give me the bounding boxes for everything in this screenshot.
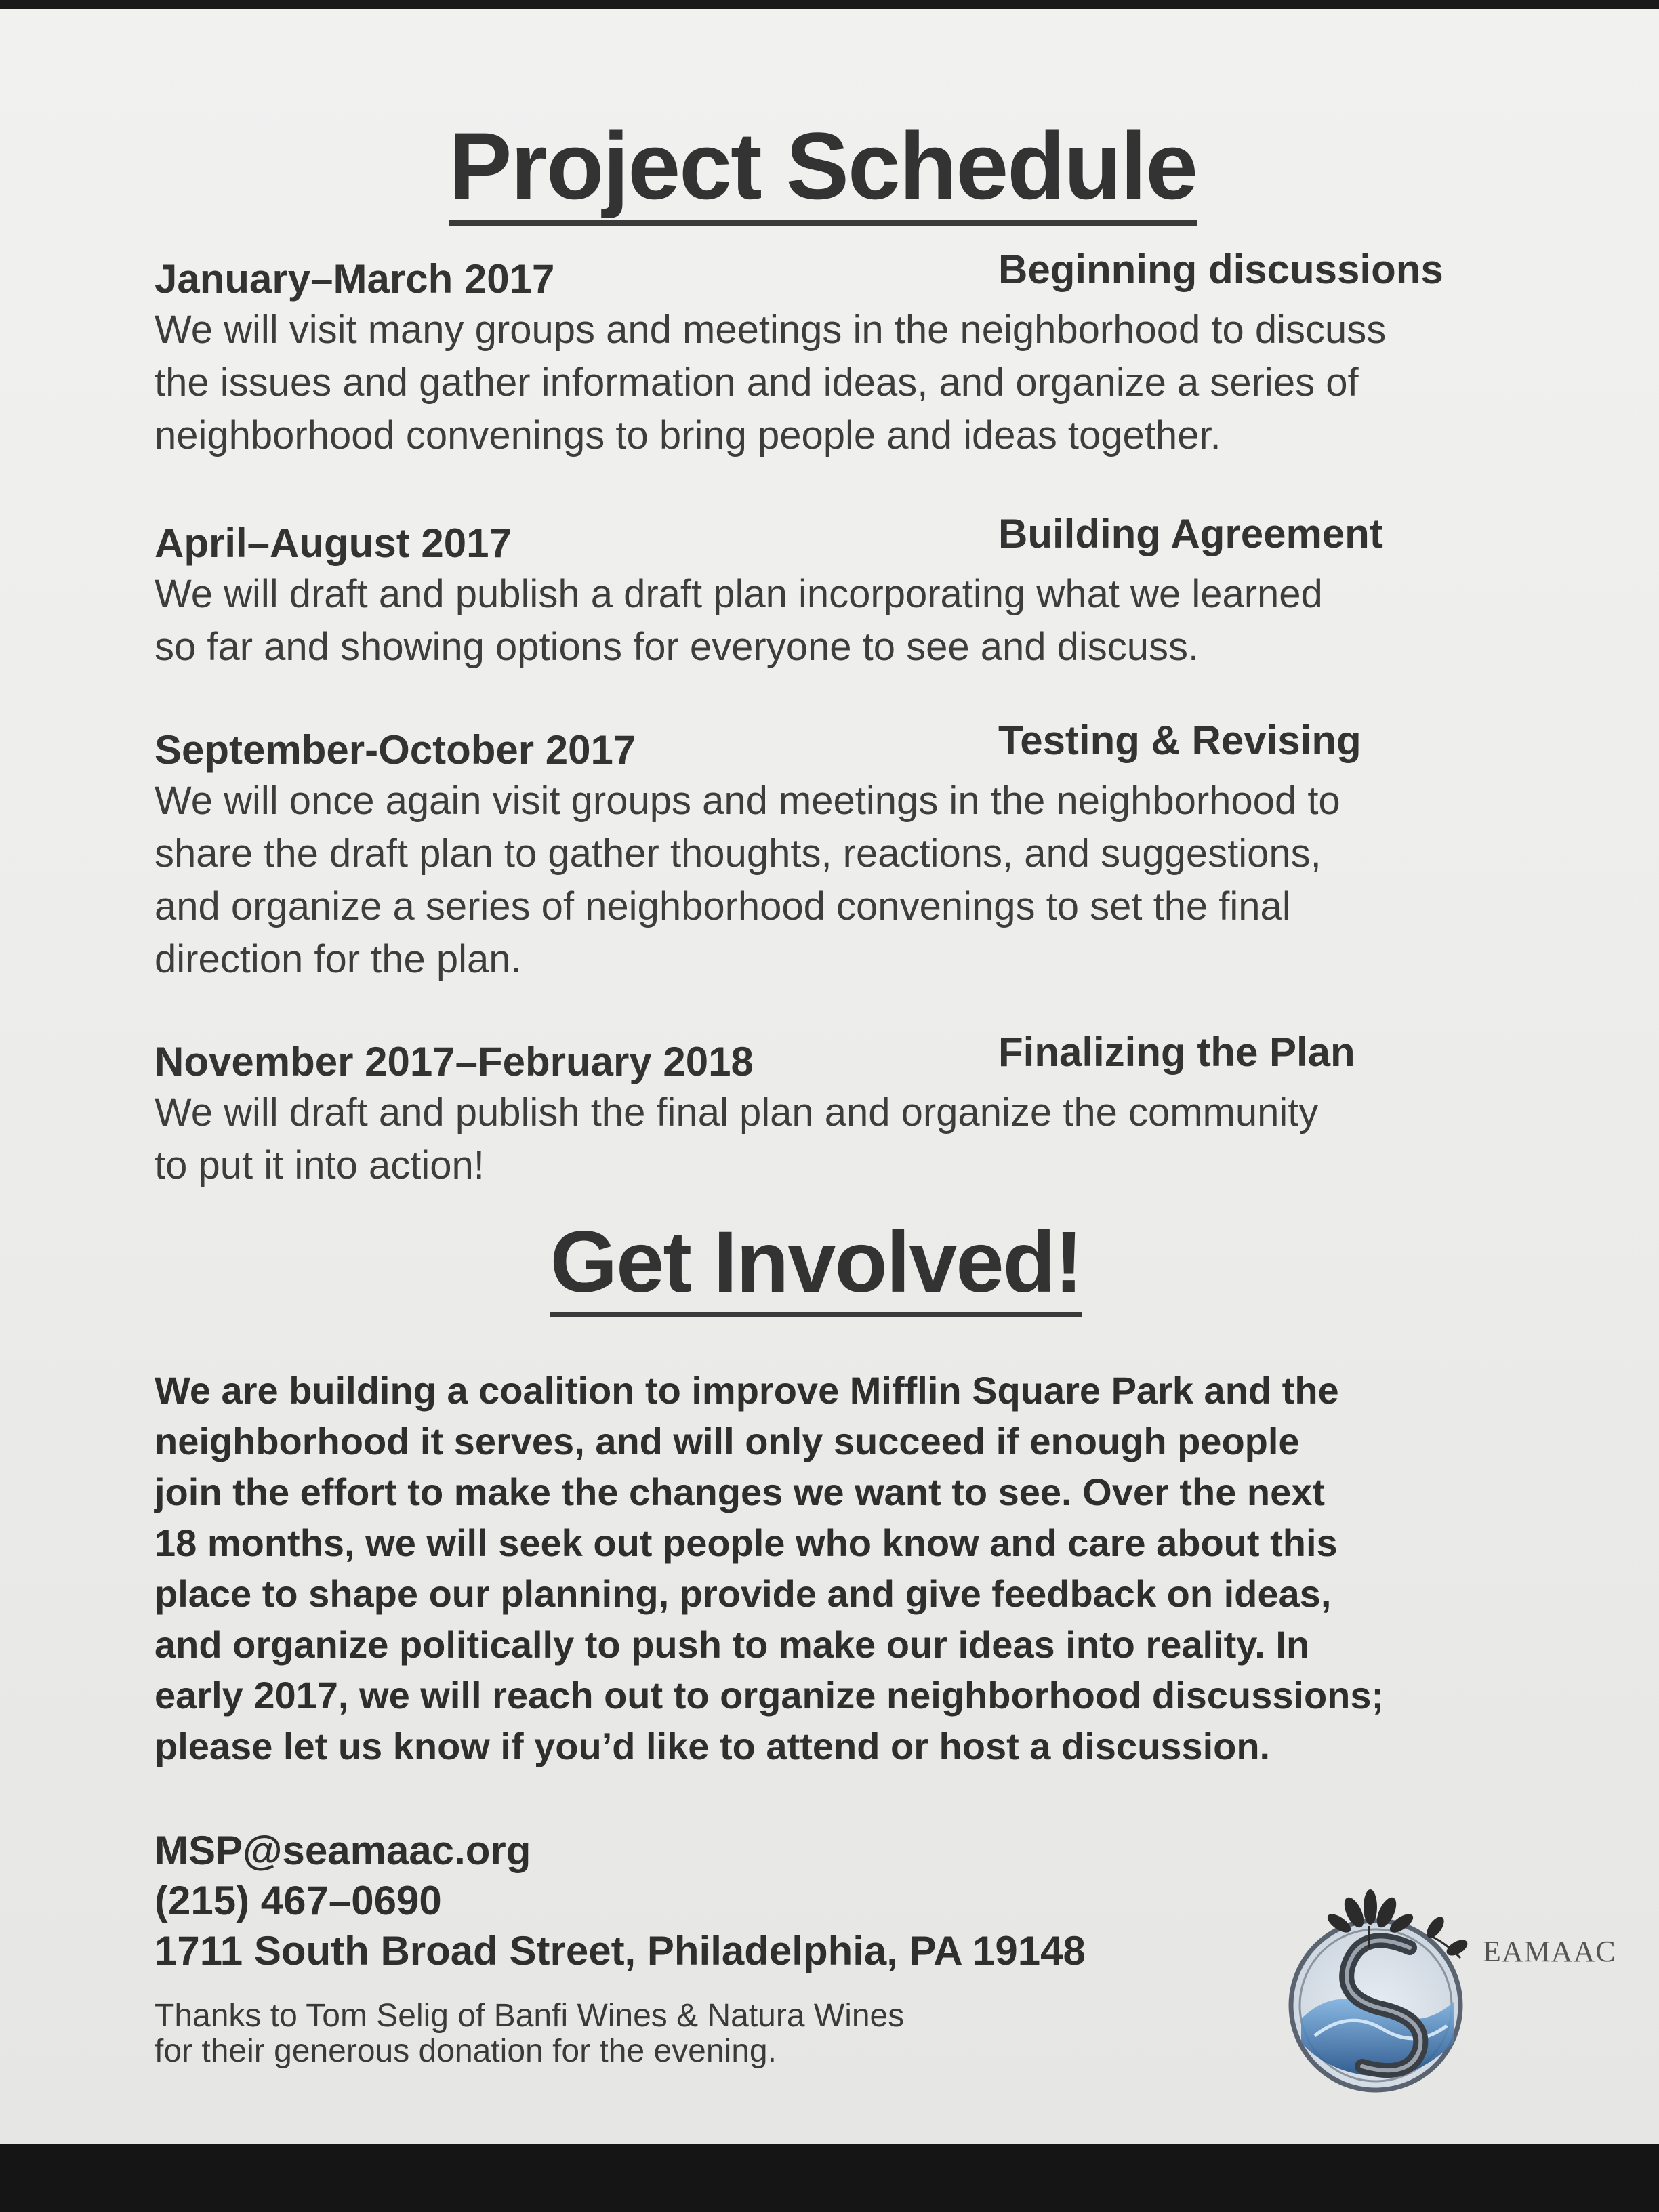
paragraph-line: place to shape our planning, provide and give feedback on ideas, (155, 1572, 1332, 1615)
get-involved-paragraph (155, 1365, 1530, 1771)
phase-dates: April–August 2017 (155, 520, 512, 566)
phase-line: the issues and gather information and ideas, and organize a series of (155, 361, 1359, 405)
phase-header (155, 511, 1523, 567)
logo-text: EAMAAC (1483, 1935, 1616, 1968)
phase-dates: September-October 2017 (155, 727, 636, 773)
phase-header (155, 247, 1523, 302)
phase-description (155, 775, 1523, 986)
paragraph-line: We are building a coalition to improve Mifflin Square Park and the (155, 1369, 1339, 1412)
schedule-phase (155, 1029, 1523, 1192)
paragraph-line: join the effort to make the changes we want to see. Over the next (155, 1471, 1326, 1513)
thanks-line: Thanks to Tom Selig of Banfi Wines & Natura Wines (155, 1998, 905, 2034)
paragraph-line: please let us know if you’d like to attend or host a discussion. (155, 1725, 1271, 1767)
phase-description (155, 568, 1523, 674)
phase-line: We will once again visit groups and meetings in the neighborhood to (155, 779, 1340, 823)
paragraph-line: early 2017, we will reach out to organize neighborhood discussions; (155, 1674, 1385, 1717)
phase-line: We will draft and publish the final plan and organize the community (155, 1090, 1319, 1134)
phase-line: and organize a series of neighborhood convenings to set the final (155, 884, 1291, 928)
phase-header (155, 1029, 1523, 1085)
paragraph-line: 18 months, we will seek out people who know and care about this (155, 1521, 1338, 1564)
background-surface (0, 2144, 1659, 2212)
paragraph-line: and organize politically to push to make our ideas into reality. In (155, 1623, 1310, 1666)
project-schedule-title-text: Project Schedule (449, 112, 1197, 226)
contact-phone: (215) 467–0690 (155, 1878, 442, 1923)
thanks-line: for their generous donation for the evening. (155, 2033, 777, 2069)
paragraph-line: neighborhood it serves, and will only succeed if enough people (155, 1420, 1300, 1462)
get-involved-title-text: Get Involved! (550, 1214, 1082, 1317)
phase-stage: Beginning discussions (998, 247, 1443, 292)
phase-line: to put it into action! (155, 1143, 485, 1187)
phase-description (155, 304, 1523, 462)
phase-dates: November 2017–February 2018 (155, 1039, 754, 1084)
contact-block (155, 1826, 1086, 1976)
flyer-page (0, 9, 1659, 2144)
project-schedule-title (0, 111, 1652, 221)
schedule-phase (155, 718, 1523, 986)
phase-line: direction for the plan. (155, 937, 522, 981)
phase-line: so far and showing options for everyone to see and discuss. (155, 625, 1200, 669)
phase-line: share the draft plan to gather thoughts, reactions, and suggestions, (155, 832, 1322, 876)
phase-description (155, 1086, 1523, 1192)
phase-dates: January–March 2017 (155, 256, 555, 302)
phase-line: We will draft and publish a draft plan incorporating what we learned (155, 572, 1323, 616)
schedule-phase (155, 247, 1523, 462)
schedule-phase (155, 511, 1523, 674)
phase-stage: Testing & Revising (998, 718, 1361, 763)
phase-stage: Building Agreement (998, 511, 1383, 556)
contact-email: MSP@seamaac.org (155, 1828, 531, 1873)
phase-line: We will visit many groups and meetings in the neighborhood to discuss (155, 308, 1387, 352)
thanks-note (155, 1999, 904, 2069)
get-involved-title (0, 1212, 1645, 1312)
contact-address: 1711 South Broad Street, Philadelphia, PA 19148 (155, 1928, 1086, 1973)
phase-line: neighborhood convenings to bring people and ideas together. (155, 413, 1221, 457)
phase-header (155, 718, 1523, 773)
phase-stage: Finalizing the Plan (998, 1029, 1355, 1075)
